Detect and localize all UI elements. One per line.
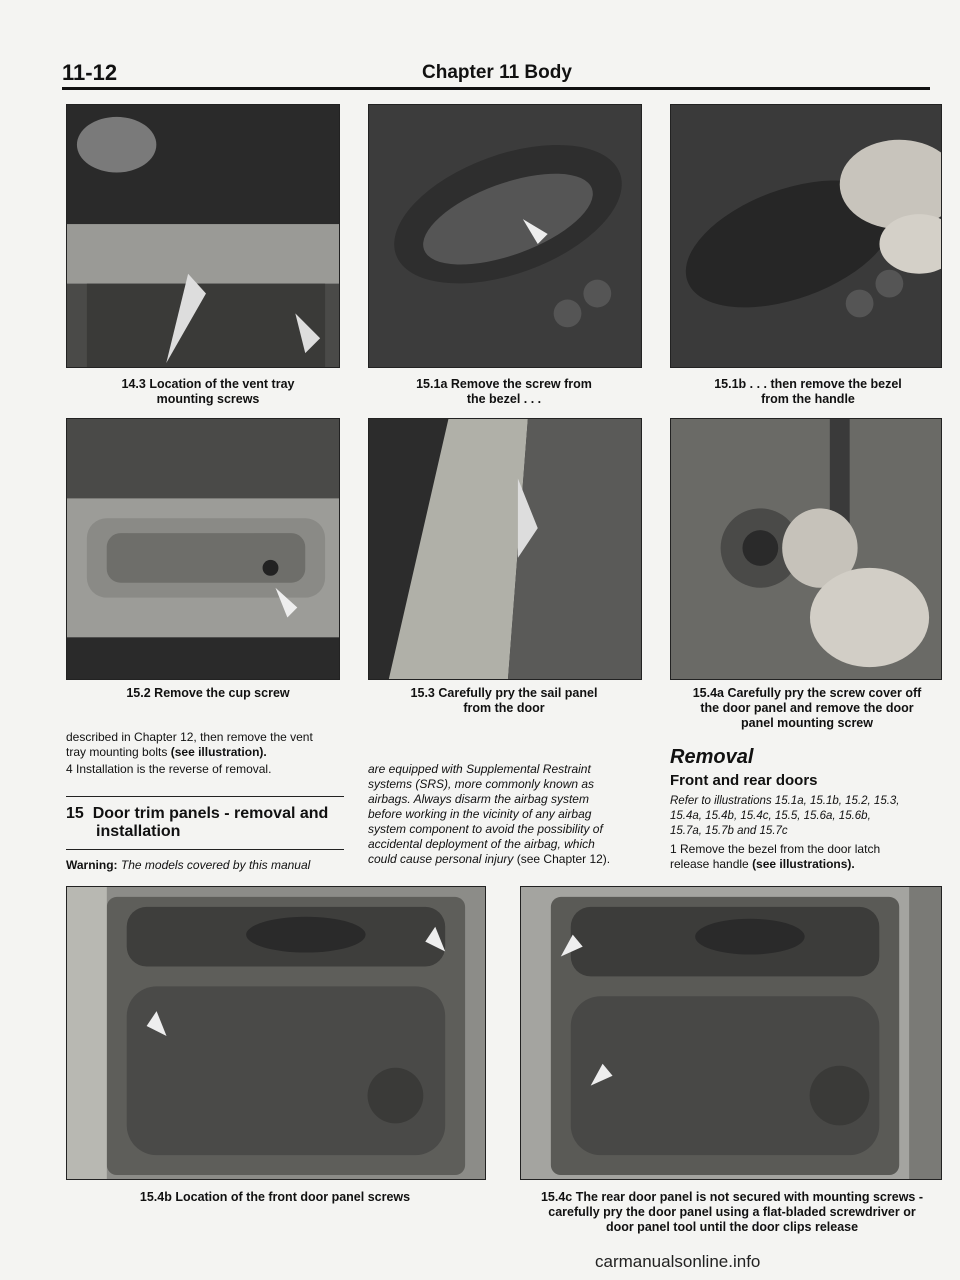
caption-14-3: 14.3 Location of the vent tray mounting screws [121,377,295,406]
photo-15-1a [368,104,642,368]
col1-para2: 4 Installation is the reverse of removal. [66,762,272,776]
step-1: 1 Remove the bezel from the door latch release handle (see illustrations). [670,842,881,871]
caption-15-4b: 15.4b Location of the front door panel screws [139,1190,411,1204]
caption-15-4c: 15.4c The rear door panel is not secured with mounting screws - carefully pry the door panel using a flat-bladed screwdriver or door panel tool until the door clips release [540,1190,924,1234]
section-rule-top [66,796,344,797]
refer-illustrations: Refer to illustrations 15.1a, 15.1b, 15.2, 15.3, 15.4a, 15.4b, 15.4c, 15.5, 15.6a, 15.6b, 15.7a, 15.7b and 15.7c [670,795,900,837]
photo-15-1b [670,104,942,368]
caption-15-2: 15.2 Remove the cup screw [126,686,290,700]
col2-warning-continued: are equipped with Supplemental Restraint systems (SRS), more commonly known as airbags. Always disarm the airbag system before working in the vicinity of any airbag system component to avoid the possibility of accidental deployment of the airbag, which could cause personal injury (see Chapter 12). [368,762,611,866]
caption-15-1a: 15.1a Remove the screw from the bezel . . . [416,377,592,406]
warning-text: Warning: The models covered by this manual [66,858,311,872]
section-rule-bottom [66,849,344,850]
watermark: carmanualsonline.info [595,1252,761,1271]
photo-14-3 [66,104,340,368]
caption-15-4a: 15.4a Carefully pry the screw cover off the door panel and remove the door panel mounting screw [692,686,922,730]
photo-15-3 [368,418,642,680]
removal-heading: Removal [670,746,754,768]
photo-15-4b [66,886,486,1180]
section-15-heading: 15 Door trim panels - removal and installation [66,805,329,840]
front-rear-doors-heading: Front and rear doors [670,772,818,789]
page-number: 11-12 [62,60,118,85]
photo-15-2 [66,418,340,680]
photo-15-4a [670,418,942,680]
photo-15-4c [520,886,942,1180]
page-header [62,60,930,90]
col1-para1: described in Chapter 12, then remove the vent tray mounting bolts (see illustration). [66,730,313,759]
chapter-title: Chapter 11 Body [422,62,572,83]
caption-15-1b: 15.1b . . . then remove the bezel from the handle [714,377,902,406]
caption-15-3: 15.3 Carefully pry the sail panel from the door [410,686,598,715]
